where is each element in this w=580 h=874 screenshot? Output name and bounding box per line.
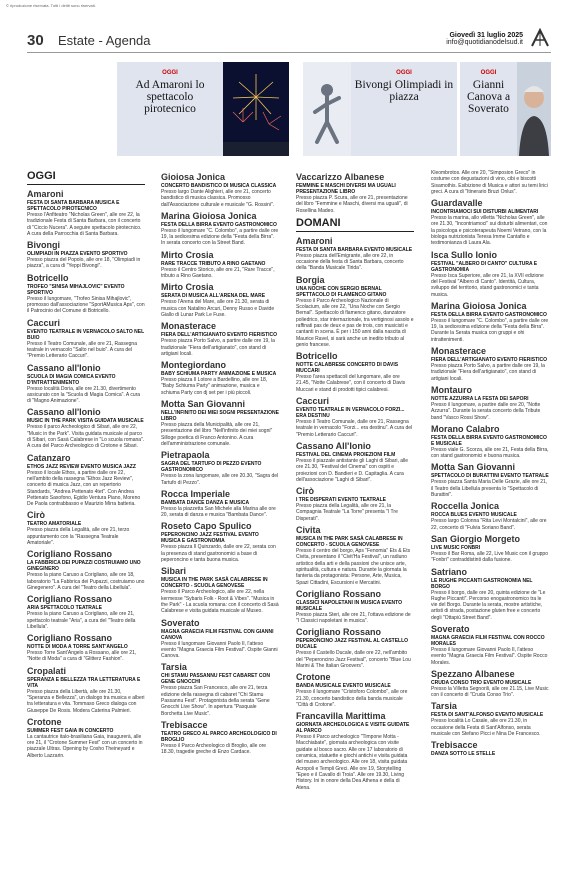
- agenda-entry: [161, 172, 279, 208]
- entry-town: Mirto Crosia: [161, 282, 214, 293]
- entry-description: Presso il parco Archeologico di Sibari, alle ore 22, "Music in the Park". Visita guidata musicale al parco di Sibari, con Sasà Calabrese in "Lo scuola romana". A cura del Parco Archeologico di Crotone e Sibari.: [27, 424, 145, 450]
- entry-description: Presso la piazzetta San Michele alla Marina alle ore 20, serata di danza e musica "Bambata Dance".: [161, 505, 276, 519]
- agenda-column-2: [161, 170, 279, 758]
- entry-description: Presso la marina, allo villetta "Nicholas Green", alle ore 21.30, "Incontriamoci" sui disturbi alimentari, con la psicologa e psicoterapeuta Noemi Vetrano, con la biologa nutrizionista Teresa Imme Cantafio e testimonianza di Laura Ala.: [431, 215, 548, 247]
- agenda-entry: [296, 275, 414, 348]
- header-info: [446, 32, 523, 46]
- entry-description: Presso il lungomare "C. Colombo", a partire dalle ore 19, la sedicesima edizione della "Festa della Birra". In serata concerto con la Street Band.: [161, 227, 279, 247]
- agenda-entry: [431, 534, 549, 564]
- entry-description: Presso il lungomare Giovanni Paolo II, l'atteso evento "Magna Graecia Film Festival". Ospite Rocco Morales.: [431, 646, 548, 666]
- agenda-entry: [431, 170, 549, 195]
- agenda-entry: [296, 486, 414, 522]
- entry-description: Presso il locale Ethos, a partire dalle ore 22, nell'ambito della rassegna "Ethos Jazz Review", concerto di musica Jazz, con un repertorio Standards, "Andrea Pettenato 4tet". Con Andrea Pettenato Saxofono, Egidio Ventura Piano, Moreno De Paola contrabbasso e Maurizio Mirra batteria.: [27, 469, 141, 508]
- entry-description: Presso piazza Porto Salvo, a partire dalle ore 19, la tradizionale "Fiera dell'artigianato", con stand di artigiani locali.: [431, 363, 545, 382]
- entry-town: Motta San Giovanni: [431, 462, 516, 473]
- entry-description: Presso il Parco archeologico "Timpone Motta - Macchiabate", giornata archeologica con visite guidate al bosco sacro. Alle ore 17 laboratorio di ceramica, statuette e giochi antichi e visita guidata del museo archeologico. Alle ore 18, visita guidata Acropoli e Templi Greci. Alle ore 19, Storytelling "Epeo e il Cavallo di Troia". Alle ore 19.30, Living History. Ini in onore della Dea Athena e della di Atena.: [296, 734, 408, 791]
- entry-event-title: UNA NOCHE CON SERGIO BERNAL SPETTACOLO DI FLAMENCO GITANO: [296, 285, 387, 298]
- agenda-entry: [27, 363, 145, 405]
- section-title: Estate - Agenda: [58, 33, 151, 48]
- entry-description: Presso il lungomare Giovanni Paolo II, l'atteso evento "Magna Graecia Film Festival". Ospite Gianni Canova.: [161, 640, 278, 660]
- entry-description: Presso località Lo Casale, alle ore 21.30, in occasione della Festa di Sant'Alfonso, serata musicale con Stefano Picci e Nina De Francesco.: [431, 718, 541, 738]
- athletes-image: [303, 62, 351, 156]
- agenda-entry: [296, 351, 414, 393]
- entry-event-title: FESTA DI SANTA BARBARA MUSICA E SPETTACOLO PIROTECNICO: [27, 200, 120, 212]
- entry-town: Pietrapaola: [161, 450, 210, 461]
- entry-event-title: NOTTE DI MODA A TORRE SANT'ANGELO: [27, 644, 128, 651]
- entry-description: Presso piazza P. Scura, alle ore 21, presentazione del libro "Femmine e Maschi, diversi ma uguali", di Rosellina Madeo.: [296, 195, 408, 214]
- agenda-entry: [27, 510, 145, 546]
- entry-description: Presso piazza del Popolo, alle ore 18, "Olimpiadi in piazza", a cura di "Yeppi Bivongi".: [27, 257, 141, 270]
- entry-description: Presso piazza Santa Maria Delle Grazie, alle ore 21, il Teatro della Libellula presenta lo "Spettacolo di Burattini".: [431, 479, 548, 499]
- entry-description: Presso piazza della Legalità, alle ore 21, la Compagnia Teatrale "La Torre" presenta "I Tre Disperati".: [296, 503, 398, 522]
- entry-description: Presso piazza della Legalità, alle ore 21, terzo appuntamento con la "Rassegna Teatrale Amatoriale".: [27, 527, 130, 547]
- entry-town: Marina Gioiosa Jonica: [431, 300, 527, 311]
- entry-description: Presso Torre Sant'Angelo a Rossano, alle ore 21, "Notte di Moda" a cura di "Glitterz Fashion".: [27, 650, 137, 663]
- agenda-entry: [431, 385, 549, 421]
- entry-event-title: SCUOLA DI MAGIA COMICA EVENTO D'INTRATTENIMENTO: [27, 373, 116, 386]
- entry-description: Presso piazza Steri, alle ore 21, l'ottava edizione de "I Classici napoletani in musica".: [296, 611, 411, 625]
- entry-event-title: FESTIVAL DEL CINEMA PROIEZIONI FILM: [296, 451, 396, 458]
- agenda-entry: [431, 346, 549, 382]
- agenda-entry: [296, 589, 414, 625]
- entry-town: Montauro: [431, 384, 472, 395]
- entry-town: San Giorgio Morgeto: [431, 533, 520, 544]
- agenda-column-1: [27, 170, 145, 762]
- agenda-entry: [431, 567, 549, 621]
- agenda-entry: [27, 717, 145, 759]
- entry-town: Monasterace: [161, 321, 217, 332]
- entry-event-title: FEMMINE E MASCHI DIVERSI MA UGUALI PRESENTAZIONE LIBRO: [296, 183, 396, 195]
- teaser-text-box: [117, 62, 223, 156]
- entry-town: Trebisacce: [161, 719, 208, 730]
- entry-event-title: NOTTE AZZURRA LA FESTA DEI SAPORI: [431, 395, 529, 402]
- entry-event-title: I TRE DISPERATI EVENTO TEATRALE: [296, 497, 387, 504]
- agenda-entry: [27, 549, 145, 591]
- entry-town: Catanzaro: [27, 452, 71, 463]
- entry-description: Presso la piano Caruso a Corigliano, alle ore 21, spettacolo teatrale "Aria", a cura del "Teatro della Libellula".: [27, 611, 136, 630]
- agenda-entry: [161, 282, 279, 318]
- agenda-entry: [296, 525, 414, 586]
- entry-event-title: ARIA SPETTACOLO TEATRALE: [27, 605, 102, 612]
- entry-description: Presso il borgo, dalle ore 20, quinta edizione de "Le Rughe Piccanti". Percorso enogastronomico tra le vie del Borgo. Durante la serata, mostre artistiche, artisti di strada, postazione gluten free e concerto degli "Ottapiù Street Band".: [431, 589, 546, 621]
- entry-event-title: CLASSICI NAPOLETANI IN MUSICA EVENTO MUSICALE: [296, 599, 403, 612]
- entry-event-title: MUSICA IN THE PARK SASÀ CALABRESE IN CONCERTO - SCUOLA GENOVESE: [161, 577, 268, 590]
- entry-town: Tarsia: [161, 662, 187, 673]
- agenda-entry: [431, 462, 549, 498]
- entry-event-title: MAGNA GRAECIA FILM FESTIVAL CON GIANNI CANOVA: [161, 628, 274, 641]
- entry-description: Presso largo Colonna "Rita Levi Montalcini", alle ore 22, concerto di "Fulvia Soriano Band".: [431, 518, 547, 531]
- entry-town: Borgia: [296, 274, 325, 285]
- entry-town: Civita: [296, 525, 321, 536]
- entry-event-title: MAGNA GRAECIA FILM FESTIVAL CON ROCCO MORALES: [431, 634, 545, 647]
- teaser-kicker: OGGI: [162, 70, 178, 76]
- entry-town: Motta San Giovanni: [161, 399, 246, 410]
- entry-town: Cassano All'Ionio: [296, 440, 371, 451]
- agenda-entry: [27, 189, 145, 237]
- entry-event-title: BANDA MUSICALE EVENTO MUSICALE: [296, 683, 391, 690]
- entry-event-title: OLIMPIADI IN PIAZZA EVENTO SPORTIVO: [27, 251, 128, 258]
- entry-description: Presso la piano Caruso a Corigliano, alle ore 18, laboratorio "La Fabbrica dei Pupazzi, costruiamo uno Ginegenero". A cura del "Teatro della Libellula".: [27, 572, 145, 591]
- entry-town: Trebisacce: [431, 740, 478, 751]
- agenda-entry: [296, 236, 414, 272]
- agenda-entry: [161, 399, 279, 447]
- entry-town: Bivongi: [27, 240, 60, 251]
- entry-event-title: ETHOS JAZZ REVIEW EVENTO MUSICA JAZZ: [27, 463, 136, 470]
- agenda-entry: [161, 450, 279, 486]
- entry-event-title: FIERA DELL'ARTIGIANATO EVENTO FIERISTICO: [431, 357, 548, 364]
- entry-event-title: LIVE MUSIC FONBRI: [431, 544, 481, 551]
- page-number: 30: [27, 32, 44, 49]
- agenda-entry: [431, 701, 549, 737]
- entry-event-title: NOTTE CALABRESE CONCERTO DI DAVIS MUCCARI: [296, 362, 399, 375]
- entry-event-title: ROCCA BLUES EVENTO MUSICALE: [431, 512, 517, 519]
- entry-town: Amaroni: [27, 189, 64, 199]
- agenda-entry: [27, 453, 145, 508]
- agenda-entry: [431, 250, 549, 298]
- entry-event-title: CRUDA CONSO TRIO EVENTO MUSICALE: [431, 679, 532, 686]
- agenda-entry: [296, 627, 414, 669]
- agenda-entry: [431, 301, 549, 343]
- entry-description: Presso il Teatro Comunale, dalle ore 21, Rassegna teatrale in vernacolo "Forzi... era destinu". A cura del "Premio Letterario Caccuri".: [296, 419, 413, 438]
- entry-event-title: TEATRO AMATORIALE: [27, 521, 82, 528]
- entry-description: Presso l'area spettacoli del lungomare, alle ore 21.45, "Notte Calabrese", con il concerto di Davis Muccari e stand di prodotti tipici calabresi.: [296, 374, 406, 393]
- entry-event-title: EVENTO TEATRALE IN VERNACOLO SALTO NEL BUIO: [27, 328, 145, 341]
- copyright-notice: © riproduzione riservata. Tutti i diritti sono riservati.: [6, 3, 96, 8]
- agenda-entry: [161, 662, 279, 716]
- entry-event-title: FESTA DI SANTA BARBARA EVENTO MUSICALE: [296, 246, 413, 253]
- entry-event-title: FESTA DELLA BIRRA EVENTO GASTRONOMICO: [431, 311, 547, 318]
- entry-event-title: SPERANZA E BELLEZZA TRA LETTERATURA E VITA: [27, 676, 141, 689]
- entry-town: Isca Sullo Ionio: [431, 249, 498, 260]
- teaser-canova[interactable]: [460, 62, 551, 156]
- entry-town: Caccuri: [27, 317, 61, 328]
- entry-town: Montegiordano: [161, 360, 226, 371]
- entry-event-title: PEPERONCINO JAZZ FESTIVAL AL CASTELLO DUCALE: [296, 638, 409, 651]
- entry-town: Mirto Crosia: [161, 249, 214, 260]
- entry-event-title: SPETTACOLO DI BURATTINI EVENTO TEATRALE: [431, 473, 549, 480]
- entry-event-title: BABY SCHIUMA PARTY ANIMAZIONE E MUSICA: [161, 371, 277, 378]
- entry-event-title: INCONTRIAMOCI SUI DISTURBI ALIMENTARI: [431, 209, 539, 216]
- entry-town: Cassano all'Ionio: [27, 407, 101, 418]
- entry-description: Presso piazza Il Quinzardo, dalle ore 22, serata con la presenza di stand gastronomici a base di peperoncino e tanta buona musica.: [161, 544, 276, 564]
- entry-event-title: FESTA DELLA BIRRA EVENTO GASTRONOMICO: [161, 221, 277, 228]
- agenda-entry: [431, 424, 549, 460]
- agenda-entry: [161, 321, 279, 357]
- teaser-title: Ad Amaroni lo spettacolo pirotecnico: [135, 79, 205, 115]
- agenda-entry: [161, 211, 279, 247]
- entry-town: Tarsia: [431, 701, 457, 712]
- entry-event-title: PEPERONCINO JAZZ FESTIVAL EVENTO MUSICA E GASTRONOMIA: [161, 532, 259, 545]
- agenda-entry: [161, 521, 279, 563]
- entry-town: Rocca Imperiale: [161, 488, 231, 499]
- day-label: DOMANI: [296, 216, 341, 229]
- entry-description: Presso il piazzale antistante gli Laghi di Sibari, alle ore 21.30, "Festival del Cinema" con ospiti e proiezioni con D. Bandieri e D. Capitaglia. A cura dell'associazione "Laghi di Sibari".: [296, 457, 409, 483]
- header-rule: [27, 52, 551, 53]
- entry-description: Presso il lungomare, "Trofeo Sinisa Mihajlovic", promosso dall'associazione "SportAMusica Aps", con il Patrocinio del Comune di Botricello.: [27, 295, 145, 315]
- entry-event-title: DANZA SOTTO LE STELLE: [431, 751, 496, 758]
- entry-description: Presso l'Arena del Mare, alle ore 21.30, serata di musica con Natalino Arcuri, Denny Russo e Davide Giallo di Lunar Park Le Fuse.: [161, 299, 275, 318]
- entry-town: Gioiosa Jonica: [161, 172, 226, 182]
- entry-event-title: FESTA DELLA BIRRA EVENTO GASTRONOMICO E MUSICALE: [431, 434, 547, 447]
- agenda-entry: [161, 489, 279, 519]
- entry-town: Roccella Jonica: [431, 501, 500, 512]
- agenda-entry: [431, 669, 549, 699]
- entry-description: Presso il Centro Storico, alle ore 21, "Rare Tracce", tributo a Rino Gaetano.: [161, 266, 275, 280]
- entry-description: Presso piazza della Municipalità, alle ore 21, presentazione del libro "Nell'infinito dei miei sogni" Silloge poetica di Franco Antonino. A cura dell'amministrazione comunale.: [161, 422, 273, 447]
- entry-event-title: BAMBATA DANCE DANZA E MUSICA: [161, 499, 250, 506]
- entry-event-title: FESTA DI SANT'ALFONSO EVENTO MUSICALE: [431, 712, 544, 719]
- entry-description: Presso Isca Superiore, alle ore 21, la XVII edizione del Festival "Albero di Canto". Identità, Cultura, sviluppo del territorio, stand gastronomici e tanta musica.: [431, 272, 544, 298]
- entry-event-title: NELL'INFINITO DEI MIEI SOGNI PRESENTAZIONE LIBRO: [161, 410, 279, 423]
- entry-event-title: MUSIC IN THE PARK VISITA GUIDATA MUSICALE: [27, 418, 144, 425]
- agenda-entry: [27, 273, 145, 315]
- entry-town: Cirò: [296, 486, 314, 497]
- entry-description: Presso località Doria, alle ore 21.30, divertimento assicurato con la "Scuola di Magia Comica". A cura di "Magno Animazione".: [27, 385, 141, 405]
- entry-event-title: FIERA DELL'ARTIGIANATO EVENTO FIERISTICO: [161, 332, 278, 339]
- agenda-entry: [27, 318, 145, 360]
- entry-description: Presso il Parco Archeologico Nazionale di Scolacium, alle ore 22, "Una Noche con Sergio Bernal". Spettacolo di flamenco gitano, danzatore poliedrico, star internazionale, tra vertiginosi assolo e raffinati pas de deux e pas de trois, con musicisti e cantanti in scena. È per i 150 anni dalla nascita di Maurice Ravel, si sarà anche un inedito tributo al genio francese.: [296, 297, 414, 348]
- entry-town: Sibari: [161, 566, 187, 577]
- teaser-fireworks[interactable]: [117, 62, 287, 156]
- entry-description: Presso il Parco Archeologico di Broglio, alle ore 18.30, tragedie greche di Enzo Cardace.: [161, 742, 267, 756]
- agenda-entry: [161, 360, 279, 396]
- entry-description: Presso il Bar Roma, alle 22, Live Music con il gruppo "Fonbri" contraddistinti dalla fusione.: [431, 550, 548, 564]
- entry-description: Presso largo Dante Alighieri, alle ore 21, concerto bandistico di musica classica. Promosso dall'Associazione culturale e musicale "G. Rossini".: [161, 189, 275, 208]
- entry-event-title: TEATRO GRECO AL PARCO ARCHEOLOGICO DI BROGLIO: [161, 730, 277, 743]
- entry-town: Morano Calabro: [431, 423, 500, 434]
- entry-event-title: TROFEO "SINISA MIHAJLOVIC" EVENTO SPORTIVO: [27, 283, 125, 296]
- entry-town: Soverato: [161, 617, 200, 628]
- agenda-entry: [296, 672, 414, 708]
- issue-date: Giovedì 31 luglio 2025: [449, 32, 523, 39]
- entry-town: Cassano all'Ionio: [27, 362, 101, 373]
- entry-event-title: SUMMER FEST GAIA IN CONCERTO: [27, 727, 114, 734]
- agenda-entry: [27, 240, 145, 270]
- day-label-rule: [296, 231, 414, 232]
- entry-description: Presso la Villetta Segnorili, alle ore 21.15, Live Music con il concerto di "Cruda Conso Trio".: [431, 685, 549, 699]
- entry-event-title: EVENTO TEATRALE IN VERNACOLO FORZI... ERA DESTINU: [296, 407, 405, 420]
- teaser-title: Gianni Canova a Soverato: [466, 79, 511, 115]
- entry-town: Cropalati: [27, 665, 67, 676]
- entry-description: Presso il Parco Archeologico, alle ore 22, nella kermesse "Sybaris Folk - Root & Vibes". "Musica in the Park" - La scuola romana: con il concerto di Sasà Calabrese e visita guidata musicale al Museo.: [161, 589, 279, 615]
- day-label: OGGI: [27, 170, 56, 182]
- entry-description: La cantautrice italo-brasiliana Gaia, inaugurerà, alle ore 21, il "Crotone Summer Fest" con un concerto in piazzale Ultras. Opening by Cosho Theineyard e Alberto Lazzarin.: [27, 733, 143, 759]
- teaser-title: Bivongi Olimpiadi in piazza: [354, 79, 454, 103]
- entry-description: Presso il lungomare, a partire dalle ore 20, "Notte Azzurra". Durante la serata concerto della Tribute band "Vasco Rossi Show".: [431, 401, 541, 421]
- teaser-kicker: OGGI: [396, 70, 412, 76]
- entry-town: Spezzano Albanese: [431, 668, 515, 679]
- agenda-entry: [161, 250, 279, 280]
- entry-event-title: SERATA DI MUSICA ALL'ARENA DEL MARE: [161, 293, 266, 300]
- agenda-entry: [296, 172, 414, 214]
- agenda-entry: [27, 633, 145, 663]
- entry-town: Cirò: [27, 510, 45, 521]
- entry-town: Monasterace: [431, 346, 487, 357]
- agenda-entry: [296, 441, 414, 483]
- agenda-entry: [27, 594, 145, 630]
- entry-description: Presso piazza Porto Salvo, a partire dalle ore 19, la tradizionale "Fiera dell'artigianato", con stand di artigiani locali.: [161, 338, 275, 357]
- entry-town: Satriano: [431, 566, 468, 577]
- entry-event-title: LA FABBRICA DEI PUPAZZI COSTRUIAMO UNO GINEGINERO: [27, 560, 141, 573]
- entry-event-title: CHI STAMU PASSANNU FEST CABARET CON GENE GNOCCHI: [161, 673, 270, 686]
- contact-email[interactable]: info@quotidianodelsud.it: [446, 39, 523, 46]
- entry-description: Presso la zona lungomare, alle ore 20.30, "Sagra del Tartufo di Pezzo".: [161, 473, 279, 486]
- entry-town: Soverato: [431, 623, 470, 634]
- entry-town: Corigliano Rossano: [296, 588, 382, 599]
- entry-town: Marina Gioiosa Jonica: [161, 210, 257, 221]
- agenda-column-3: [296, 170, 414, 794]
- entry-town: Corigliano Rossano: [27, 633, 113, 644]
- teaser-text-box: [351, 62, 457, 156]
- day-label-rule: [27, 184, 145, 185]
- entry-description: Presso piazza San Francesco, alle ore 21, terza edizione della rassegna di cabaret "Chi Stamu Passannu Fest". Protagonista della serata "Gene Gnocchi Live Show". In apertura "Pasquale Borchetta Live Music".: [161, 685, 270, 717]
- entry-town: Corigliano Rossano: [27, 594, 113, 605]
- agenda-entry: [431, 501, 549, 531]
- fireworks-image: [223, 62, 289, 156]
- entry-event-title: CONCERTO BANDISTICO DI MUSICA CLASSICA: [161, 183, 277, 189]
- entry-town: Botricello: [27, 272, 69, 283]
- teaser-kicker: OGGI: [480, 70, 497, 76]
- newspaper-logo-icon: [529, 27, 551, 49]
- entry-town: Corigliano Rossano: [27, 549, 113, 560]
- entry-town: Caccuri: [296, 396, 330, 407]
- agenda-entry: [161, 618, 279, 660]
- agenda-entry: [161, 720, 279, 756]
- agenda-entry: [296, 396, 414, 438]
- entry-description: Presso il Teatro Comunale, alle ore 21, Rassegna teatrale in vernacolo "Salto nel buio". A cura del "Premio Letterario Caccuri".: [27, 340, 137, 360]
- entry-event-title: LE RUGHE PICCANTI GASTRONOMIA NEL BORGO: [431, 577, 533, 590]
- entry-description: Presso il lungomare "C. Colombo", a partire dalle ore 19, la sedicesima edizione della "Festa della Birra". Durante la Serata musica con gruppi e ohi intrattenimenti.: [431, 317, 549, 343]
- entry-description: Presso piazza della Libertà, alle ore 21.30, "Speranza e Bellezza", un dialogo tra musica e alberi tra letteratura e vita. Tommaso Greco dialoga con Giuseppe De Rosis. Modera Caterina Palmieri.: [27, 688, 145, 714]
- teaser-olimpiadi[interactable]: [303, 62, 457, 156]
- agenda-entry: [27, 666, 145, 714]
- entry-event-title: SAGRA DEL TARTUFO DI PEZZO EVENTO GASTRONOMICO: [161, 461, 262, 474]
- agenda-column-4: [431, 170, 549, 757]
- agenda-entry: [27, 407, 145, 449]
- teaser-text-box: [460, 62, 517, 156]
- entry-event-title: GIORNATA ARCHEOLOGICA E VISITE GUIDATE AL PARCO: [296, 722, 410, 735]
- entry-town: Guardavalle: [431, 198, 483, 209]
- entry-town: Botricello: [296, 351, 338, 362]
- page-header: [27, 31, 551, 49]
- entry-town: Corigliano Rossano: [296, 627, 382, 638]
- entry-town: Francavilla Marittima: [296, 711, 386, 722]
- portrait-image: [517, 62, 551, 156]
- agenda-entry: [161, 566, 279, 614]
- agenda-entry: [431, 624, 549, 666]
- entry-town: Crotone: [296, 672, 331, 683]
- agenda-entry: [296, 711, 414, 791]
- entry-description: Presso piazza Il Lotore a Bardellino, alle ore 18, "Baby Schiuma Party" animazione, musica e schiuma Party con dj set per i più piccoli.: [161, 377, 268, 396]
- entry-description: Presso il lungomare "Cristoforo Colombo", alle ore 21.30, concerto bandistico della banda musicale "Città di Crotone".: [296, 689, 408, 708]
- entry-description: Presso il centro del borgo, Aps "Fenomia" Ets & Ets Civita, presentano il "Civit'Ha Festival", un radiuno artistico della arti e della passioni che unisce arte, spiritualità, cultura e natura. Durante la giornata la fanteria da protagonista: Persone, Arte, Musica, Spazi Cittadini, Escursioni e Mercatini.: [296, 548, 411, 586]
- entry-description: Presso piazza dell'Emigrante, alle ore 22, in occasione della festa di Santa Barbara, concerto della "Banda Musicale Tirida".: [296, 252, 404, 272]
- entry-description: Kleombrotos. Alle ore 20, "Simposion Greco" in costume con degustazioni di vino, cibi e biscotti Sisamothis. Esibizione di Musica e attori su temi lirici greci. A cura di "Itinerario Bruzi Onlus".: [431, 170, 548, 195]
- entry-town: Roseto Capo Spulico: [161, 521, 252, 532]
- entry-event-title: RARE TRACCE TRIBUTO A RINO GAETANO: [161, 260, 266, 267]
- agenda-entry: [431, 198, 549, 246]
- entry-event-title: MUSICA IN THE PARK SASÀ CALABRESE IN CONCERTO - SCUOLA GENOVESE: [296, 536, 403, 549]
- entry-town: Amaroni: [296, 235, 333, 246]
- entry-town: Crotone: [27, 716, 62, 727]
- agenda-entry: [431, 740, 549, 757]
- entry-description: Presso viale G. Scorza, alle ore 21, Festa della Birra, con stand gastronomici e buona musica.: [431, 446, 549, 460]
- entry-event-title: FESTIVAL "ALBERO DI CANTO" CULTURA E GASTRONOMIA: [431, 260, 538, 273]
- entry-description: Presso l'Anfiteatro "Nicholas Green", alle ore 22, la tradizionale Festa di Santa Barbara, con il concerto di "Ciccio Nucera". A seguire spettacolo pirotecnico. A cura della Parrocchia di Santa Barbara.: [27, 212, 142, 237]
- entry-town: Vaccarizzo Albanese: [296, 172, 385, 182]
- entry-description: Presso il Castello Ducale, dalle ore 22, nell'ambito del "Peperoncino Jazz Festival", concerto "Blue Lou Marini & The Italian Groovers".: [296, 650, 411, 669]
